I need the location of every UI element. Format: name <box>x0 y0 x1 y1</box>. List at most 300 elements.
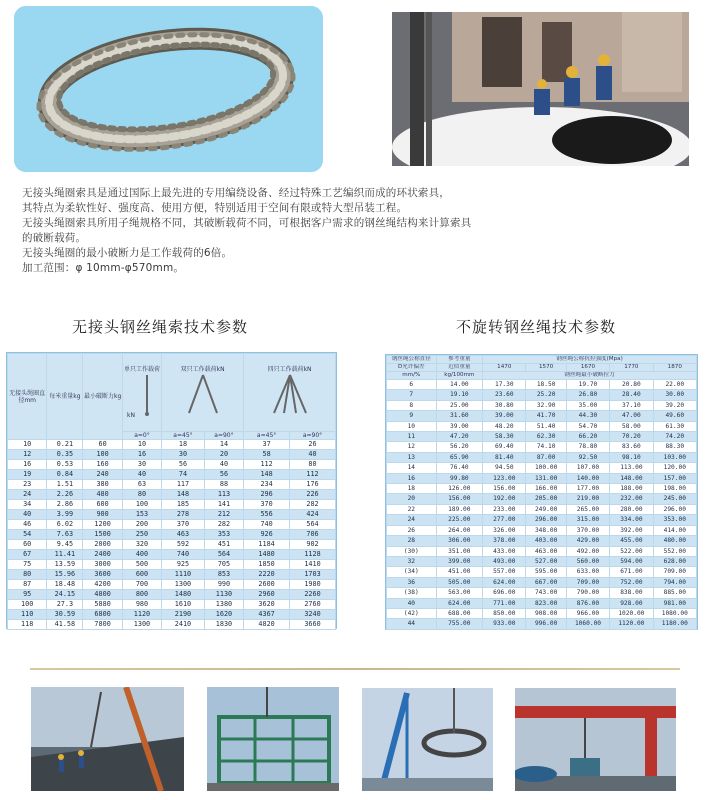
rope-table-cell: 1180.00 <box>653 619 696 629</box>
grommet-table-cell: 740 <box>162 550 205 560</box>
grommet-table-cell: 56 <box>162 460 205 470</box>
rope-table-cell: 560.00 <box>566 556 609 566</box>
col-weight-label: 近似重量 <box>436 364 483 372</box>
grade-0: 1470 <box>483 364 526 372</box>
rope-table-cell: 823.00 <box>526 598 566 608</box>
rope-table-cell: 120.00 <box>653 463 696 473</box>
grommet-table-cell: 40 <box>204 460 243 470</box>
grommet-table-cell: 1480 <box>162 590 205 600</box>
rope-table-row <box>387 608 697 618</box>
grommet-table-cell: 320 <box>122 540 161 550</box>
rope-table-cell: 794.00 <box>653 577 696 587</box>
four-load-label: 四只工作载荷kN <box>267 366 312 373</box>
grommet-table-cell: 1380 <box>204 600 243 610</box>
grommet-table-cell: 1620 <box>204 610 243 620</box>
right-table-title: 不旋转钢丝绳技术参数 <box>456 318 617 336</box>
grommet-table-cell: 1120 <box>122 610 161 620</box>
grommet-table-cell: 148 <box>162 490 205 500</box>
rope-table-cell: 47.20 <box>436 432 483 442</box>
rope-table-cell: (34) <box>387 567 437 577</box>
rope-table-cell: 131.00 <box>526 473 566 483</box>
rope-table-cell: 876.00 <box>566 598 609 608</box>
rope-table-cell: 94.50 <box>483 463 526 473</box>
rope-table-cell: 58.30 <box>483 432 526 442</box>
rope-table-row <box>387 411 697 421</box>
grommet-table-cell: 1703 <box>290 570 336 580</box>
rope-table-row <box>387 536 697 546</box>
rope-table-cell: (38) <box>387 588 437 598</box>
grommet-table-cell: 10 <box>8 440 47 450</box>
grommet-table-cell: 700 <box>122 580 161 590</box>
grommet-table-cell: 2.26 <box>47 490 83 500</box>
rope-table-cell: 493.00 <box>483 556 526 566</box>
grommet-table-cell: 592 <box>162 540 205 550</box>
rope-table-row <box>387 556 697 566</box>
rope-table-cell: 18 <box>387 484 437 494</box>
rope-table-cell: 205.00 <box>526 494 566 504</box>
grommet-table-cell: 26 <box>290 440 336 450</box>
rope-table-cell: 16 <box>387 473 437 483</box>
rope-table-cell: 414.00 <box>653 525 696 535</box>
grommet-table-cell: 23 <box>8 480 47 490</box>
rope-table-cell: 177.00 <box>566 484 609 494</box>
rope-table-cell: 51.40 <box>526 421 566 431</box>
grommet-table-cell: 370 <box>244 500 290 510</box>
grommet-table-cell: 1830 <box>204 620 243 630</box>
rope-table-cell: 23.60 <box>483 390 526 400</box>
rope-table-row <box>387 619 697 629</box>
rope-table-cell: 1080.00 <box>653 608 696 618</box>
grommet-table-row <box>8 590 336 600</box>
grommet-table-cell: 990 <box>204 580 243 590</box>
col-min-break: 最小破断力kg <box>83 354 122 440</box>
intro-line-2: 其特点为柔软性好、强度高、使用方便，特别适用于空间有限或特大型吊装工程。 <box>22 202 408 214</box>
grommet-table-cell: 3660 <box>290 620 336 630</box>
grommet-table-row <box>8 540 336 550</box>
rope-table-cell: 480.00 <box>653 536 696 546</box>
grommet-table-cell: 118 <box>8 620 47 630</box>
col-break-label: 钢丝绳最小破断拉力 <box>483 372 697 380</box>
grommet-table-cell: 1130 <box>204 590 243 600</box>
rope-table-cell: 392.00 <box>610 525 653 535</box>
rope-table-cell: 378.00 <box>483 536 526 546</box>
grommet-table-cell: 7.63 <box>47 530 83 540</box>
rope-table-cell: 552.00 <box>653 546 696 556</box>
rope-table-row <box>387 380 697 390</box>
rope-table-row <box>387 546 697 556</box>
grommet-table-cell: 40 <box>122 470 161 480</box>
rope-table-cell: 628.00 <box>653 556 696 566</box>
rope-table-cell: 265.00 <box>566 504 609 514</box>
rope-table-cell: 70.20 <box>610 432 653 442</box>
grommet-table-cell: 18 <box>162 440 205 450</box>
rope-table-cell: 28 <box>387 536 437 546</box>
rope-table-body <box>387 380 697 630</box>
grommet-table-cell: 4200 <box>83 580 122 590</box>
grade-1: 1570 <box>526 364 566 372</box>
grommet-table-cell: 46 <box>8 520 47 530</box>
grommet-table-cell: 926 <box>244 530 290 540</box>
grommet-table-row <box>8 520 336 530</box>
rope-table-cell: 933.00 <box>483 619 526 629</box>
grommet-table-body <box>8 440 336 630</box>
grommet-table-cell: 3000 <box>83 560 122 570</box>
angle-2: a=90° <box>204 432 243 440</box>
workers-cable-photo <box>392 12 689 166</box>
rope-table-cell: 399.00 <box>436 556 483 566</box>
col-unit-kg: kg/100mm <box>436 372 483 380</box>
grommet-table-cell: 80 <box>8 570 47 580</box>
grommet-table-cell: 1128 <box>290 550 336 560</box>
rope-table-cell: 26 <box>387 525 437 535</box>
grommet-table-cell: 1500 <box>83 530 122 540</box>
rope-table-cell: 74.20 <box>653 432 696 442</box>
grommet-table-cell: 556 <box>244 510 290 520</box>
grommet-table-cell: 1850 <box>244 560 290 570</box>
rope-table-cell: 24 <box>387 515 437 525</box>
grommet-table-cell: 1480 <box>244 550 290 560</box>
grommet-table-cell: 0.53 <box>47 460 83 470</box>
rope-table-cell: 20.80 <box>610 380 653 390</box>
grommet-table-cell: 40 <box>290 450 336 460</box>
grommet-table-cell: 7800 <box>83 620 122 630</box>
rope-table-cell: 885.00 <box>653 588 696 598</box>
grommet-table-cell: 13.59 <box>47 560 83 570</box>
rope-table-cell: 326.00 <box>483 525 526 535</box>
grommet-table-row <box>8 500 336 510</box>
rope-table-cell: 39.00 <box>483 411 526 421</box>
rope-table-cell: 78.80 <box>566 442 609 452</box>
rope-table-cell: 157.00 <box>653 473 696 483</box>
grommet-table-cell: 2400 <box>83 550 122 560</box>
rope-table-cell: 264.00 <box>436 525 483 535</box>
rope-table-cell: 492.00 <box>566 546 609 556</box>
grommet-table-cell: 0.21 <box>47 440 83 450</box>
rope-table-row <box>387 442 697 452</box>
grommet-table-cell: 185 <box>162 500 205 510</box>
grommet-table-cell: 15.96 <box>47 570 83 580</box>
grommet-table-cell: 80 <box>122 490 161 500</box>
grommet-table-cell: 400 <box>122 550 161 560</box>
rope-table-cell: 32.90 <box>526 400 566 410</box>
col-four-load <box>244 354 336 432</box>
rope-table-cell: 850.00 <box>483 608 526 618</box>
rope-table-cell: (30) <box>387 546 437 556</box>
grommet-table-cell: 2760 <box>290 600 336 610</box>
rope-table-cell: 44 <box>387 619 437 629</box>
grommet-table-cell: 24.15 <box>47 590 83 600</box>
grommet-table-cell: 424 <box>290 510 336 520</box>
rope-table-cell: 19.70 <box>566 380 609 390</box>
rope-table-cell: 9 <box>387 411 437 421</box>
grommet-table-cell: 1.51 <box>47 480 83 490</box>
rope-table-cell: 22.00 <box>653 380 696 390</box>
grade-3: 1770 <box>610 364 653 372</box>
grommet-table-cell: 148 <box>244 470 290 480</box>
grommet-table-cell: 0.84 <box>47 470 83 480</box>
rope-table-row <box>387 588 697 598</box>
rope-table-cell: 25.20 <box>526 390 566 400</box>
rope-table-cell: 166.00 <box>526 484 566 494</box>
grommet-table-cell: 6.02 <box>47 520 83 530</box>
grommet-table-cell: 902 <box>290 540 336 550</box>
grommet-table-cell: 2410 <box>162 620 205 630</box>
grommet-table-cell: 74 <box>162 470 205 480</box>
grommet-table-cell: 30 <box>162 450 205 460</box>
grommet-table-cell: 278 <box>162 510 205 520</box>
grommet-table-cell: 2960 <box>244 590 290 600</box>
rope-table-cell: 433.00 <box>483 546 526 556</box>
grommet-table-cell: 3.99 <box>47 510 83 520</box>
grommet-table-cell: 3240 <box>290 610 336 620</box>
grommet-table-cell: 2220 <box>244 570 290 580</box>
rope-table-cell: 348.00 <box>526 525 566 535</box>
rope-table-cell: 31.60 <box>436 411 483 421</box>
col-tensile: 钢丝绳公称抗拉强度(Mpa) <box>483 356 697 364</box>
rope-table-cell: 353.00 <box>653 515 696 525</box>
grommet-table-cell: 1410 <box>290 560 336 570</box>
grommet-table-cell: 1610 <box>162 600 205 610</box>
grommet-table-cell: 9.45 <box>47 540 83 550</box>
grommet-table-cell: 16 <box>8 460 47 470</box>
rope-table-cell: 370.00 <box>566 525 609 535</box>
rope-table-cell: 981.00 <box>653 598 696 608</box>
grommet-table-row <box>8 560 336 570</box>
intro-line-4: 的破断载荷。 <box>22 232 87 244</box>
rope-table-row <box>387 504 697 514</box>
grommet-table-cell: 2190 <box>162 610 205 620</box>
rope-table-cell: 47.00 <box>610 411 653 421</box>
rope-table-cell: 62.30 <box>526 432 566 442</box>
grommet-table-cell: 24 <box>8 490 47 500</box>
rope-table-cell: 838.00 <box>610 588 653 598</box>
rope-table-cell: 22 <box>387 504 437 514</box>
grommet-table-cell: 1980 <box>290 580 336 590</box>
rope-table-cell: 35.00 <box>566 400 609 410</box>
grommet-table-cell: 4800 <box>83 590 122 600</box>
grommet-table-cell: 30 <box>122 460 161 470</box>
grommet-table-cell: 212 <box>204 510 243 520</box>
rope-table-cell: 37.10 <box>610 400 653 410</box>
rope-table-cell: 156.00 <box>436 494 483 504</box>
grommet-table-row <box>8 460 336 470</box>
intro-text <box>22 186 662 276</box>
grade-2: 1670 <box>566 364 609 372</box>
rope-table-cell: 280.00 <box>610 504 653 514</box>
grommet-table-cell: 110 <box>8 610 47 620</box>
grommet-table-cell: 18.48 <box>47 580 83 590</box>
grommet-table-cell: 200 <box>122 520 161 530</box>
grommet-table-cell: 19 <box>8 470 47 480</box>
rope-table-cell: 69.40 <box>483 442 526 452</box>
grommet-table-cell: 980 <box>122 600 161 610</box>
rope-table-cell: 249.00 <box>526 504 566 514</box>
rope-table-cell: 12 <box>387 442 437 452</box>
rope-table-cell: 32 <box>387 556 437 566</box>
rope-table-cell: 455.00 <box>610 536 653 546</box>
grommet-table-cell: 2.86 <box>47 500 83 510</box>
rope-table-cell: 7 <box>387 390 437 400</box>
rope-table-cell: 403.00 <box>526 536 566 546</box>
grommet-table-cell: 853 <box>204 570 243 580</box>
grommet-table-row <box>8 610 336 620</box>
rope-table-cell: 928.00 <box>610 598 653 608</box>
rope-table-cell: 908.00 <box>526 608 566 618</box>
grommet-table-cell: 1110 <box>162 570 205 580</box>
rope-table-cell: 996.00 <box>526 619 566 629</box>
rope-table-row <box>387 598 697 608</box>
grommet-table-cell: 58 <box>244 450 290 460</box>
rope-table-cell: 233.00 <box>483 504 526 514</box>
grommet-table-cell: 117 <box>162 480 205 490</box>
grommet-table-cell: 176 <box>290 480 336 490</box>
grommet-table-cell: 370 <box>162 520 205 530</box>
left-table-title: 无接头钢丝绳索技术参数 <box>72 318 249 336</box>
grommet-spec-table <box>6 352 337 629</box>
rope-table-cell: 563.00 <box>436 588 483 598</box>
grommet-table-cell: 282 <box>290 500 336 510</box>
rope-table-cell: 39.20 <box>653 400 696 410</box>
rope-table-cell: 65.90 <box>436 452 483 462</box>
grommet-table-cell: 925 <box>162 560 205 570</box>
rope-table-cell: 966.00 <box>566 608 609 618</box>
rope-table-cell: 463.00 <box>526 546 566 556</box>
rope-table-cell: 790.00 <box>566 588 609 598</box>
rope-table-cell: 76.40 <box>436 463 483 473</box>
rope-table-cell: 148.00 <box>610 473 653 483</box>
rope-table-row <box>387 473 697 483</box>
rope-table-cell: 277.00 <box>483 515 526 525</box>
rope-table-cell: 74.10 <box>526 442 566 452</box>
grommet-table-cell: 900 <box>83 510 122 520</box>
rope-table-row <box>387 484 697 494</box>
grommet-table-cell: 153 <box>122 510 161 520</box>
intro-line-1: 无接头绳圈索具是通过国际上最先进的专用编绕设备、经过特殊工艺编织而成的环状索具， <box>22 187 450 199</box>
rope-table-cell: 40 <box>387 598 437 608</box>
angle-4: a=90° <box>290 432 336 440</box>
rope-table-cell: 26.80 <box>566 390 609 400</box>
section-divider <box>30 668 680 670</box>
grommet-table-cell: 63 <box>122 480 161 490</box>
grommet-table-cell: 100 <box>122 500 161 510</box>
rope-table-row <box>387 525 697 535</box>
grommet-table-cell: 500 <box>122 560 161 570</box>
grommet-table-row <box>8 600 336 610</box>
rope-table-cell: 83.60 <box>610 442 653 452</box>
grommet-table-cell: 100 <box>8 600 47 610</box>
rope-table-row <box>387 452 697 462</box>
col-nominal: 钢丝绳公称直径 <box>387 356 437 364</box>
rope-table-cell: 688.00 <box>436 608 483 618</box>
grommet-table-cell: 234 <box>244 480 290 490</box>
grommet-table-cell: 75 <box>8 560 47 570</box>
rope-table-row <box>387 577 697 587</box>
rope-table-cell: 88.30 <box>653 442 696 452</box>
rope-table-cell: 20 <box>387 494 437 504</box>
rope-table-cell: 98.10 <box>610 452 653 462</box>
rope-table-row <box>387 463 697 473</box>
wire-rope-photo <box>14 6 323 172</box>
grommet-table-cell: 10 <box>122 440 161 450</box>
grommet-table-cell: 40 <box>8 510 47 520</box>
grommet-table-cell: 380 <box>83 480 122 490</box>
rope-table-cell: 334.00 <box>610 515 653 525</box>
intro-line-3: 无接头绳圈索具所用子绳规格不同，其破断载荷不同，可根据客户需求的钢丝绳结构来计算索具 <box>22 217 472 229</box>
rope-table-cell: 87.00 <box>526 452 566 462</box>
rope-table-cell: 188.00 <box>610 484 653 494</box>
grommet-table-row <box>8 450 336 460</box>
rope-table-cell: 245.00 <box>653 494 696 504</box>
grommet-table-row <box>8 440 336 450</box>
grommet-table-cell: 705 <box>204 560 243 570</box>
grommet-table-cell: 141 <box>204 500 243 510</box>
col-d-label: D允许偏差 <box>387 364 437 372</box>
rope-table-cell: 219.00 <box>566 494 609 504</box>
rope-table-cell: 315.00 <box>566 515 609 525</box>
rope-table-cell: 505.00 <box>436 577 483 587</box>
rope-table-cell: 755.00 <box>436 619 483 629</box>
rope-table-cell: 522.00 <box>610 546 653 556</box>
grommet-table-row <box>8 490 336 500</box>
rope-table-cell: 99.80 <box>436 473 483 483</box>
rope-table-cell: 709.00 <box>653 567 696 577</box>
rope-table-cell: 11 <box>387 432 437 442</box>
grommet-table-cell: 37 <box>244 440 290 450</box>
grommet-table-cell: 1200 <box>83 520 122 530</box>
rope-table-cell: 624.00 <box>436 598 483 608</box>
rope-table-cell: 306.00 <box>436 536 483 546</box>
rope-table-cell: 667.00 <box>526 577 566 587</box>
grommet-table-cell: 2260 <box>290 590 336 600</box>
rope-table-cell: 113.00 <box>610 463 653 473</box>
rope-table-cell: 66.20 <box>566 432 609 442</box>
rope-spec-table <box>385 354 698 630</box>
bridge-lifting-photo <box>31 687 184 791</box>
grommet-table-cell: 250 <box>122 530 161 540</box>
rope-table-cell: 44.30 <box>566 411 609 421</box>
grommet-table-cell: 1300 <box>162 580 205 590</box>
grommet-table-cell: 240 <box>83 470 122 480</box>
grommet-table-row <box>8 480 336 490</box>
grommet-table-cell: 282 <box>204 520 243 530</box>
rope-table-cell: 25.00 <box>436 400 483 410</box>
rope-table-cell: 156.00 <box>483 484 526 494</box>
grommet-table-cell: 564 <box>204 550 243 560</box>
crane-ring-photo <box>362 688 493 791</box>
rope-table-cell: 225.00 <box>436 515 483 525</box>
grommet-table-row <box>8 570 336 580</box>
rope-table-cell: 123.00 <box>483 473 526 483</box>
rope-table-cell: 36 <box>387 577 437 587</box>
grommet-table-row <box>8 470 336 480</box>
gantry-crane-photo <box>515 688 676 791</box>
grommet-table-cell: 740 <box>244 520 290 530</box>
four-sling-icon <box>270 373 310 417</box>
rope-table-cell: 30.00 <box>653 390 696 400</box>
intro-line-5: 无接头绳圈的最小破断力是工作载荷的6倍。 <box>22 247 233 259</box>
rope-table-cell: 30.80 <box>483 400 526 410</box>
rope-table-cell: 49.60 <box>653 411 696 421</box>
rope-table-cell: 107.00 <box>566 463 609 473</box>
intro-line-6: 加工范围：φ 10mm-φ570mm。 <box>22 262 185 274</box>
rope-table-cell: 54.70 <box>566 421 609 431</box>
rope-table-cell: 192.00 <box>483 494 526 504</box>
grommet-table-row <box>8 510 336 520</box>
rope-table-row <box>387 515 697 525</box>
rope-table-cell: 709.00 <box>566 577 609 587</box>
rope-table-cell: 103.00 <box>653 452 696 462</box>
grommet-table-cell: 100 <box>83 450 122 460</box>
